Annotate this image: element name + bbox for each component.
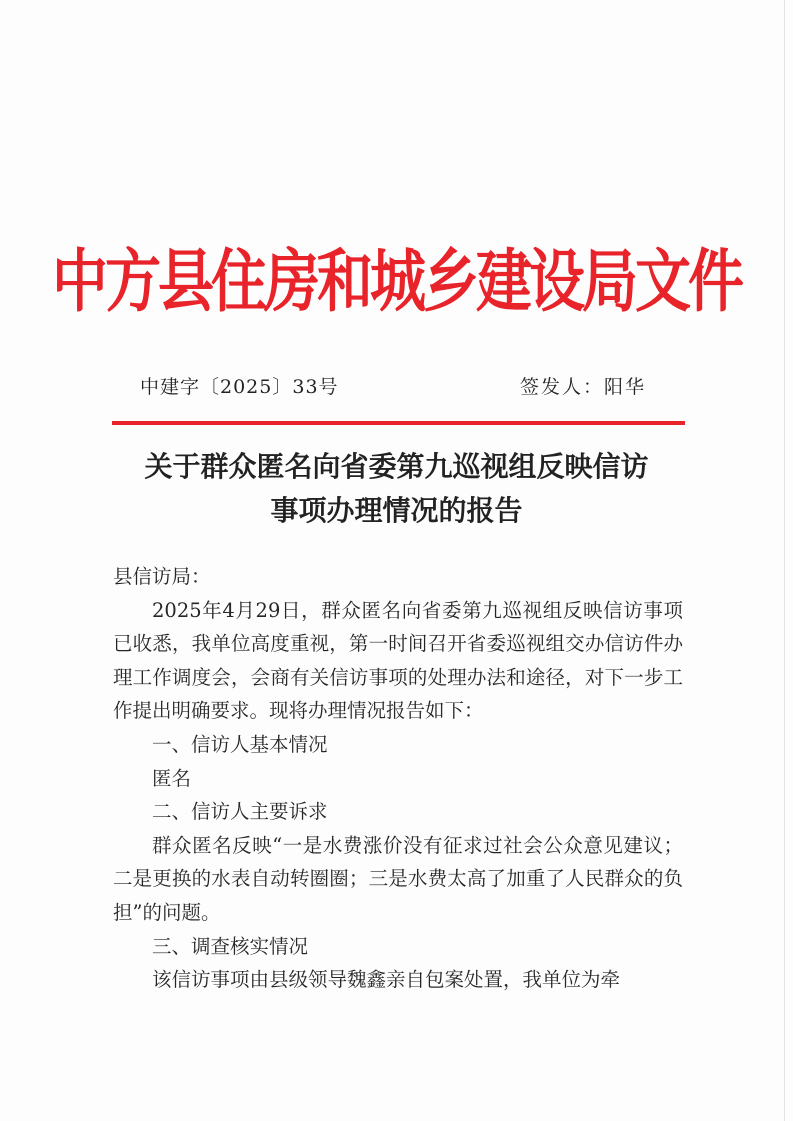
recipient-line: 县信访局： <box>113 565 211 588</box>
page-edge <box>784 0 785 1121</box>
report-title <box>0 445 793 533</box>
section-text-basic-info: 匿名 <box>152 766 192 790</box>
section-text-main-demands: 群众匿名反映“一是水费涨价没有征求过社会公众意见建议；二是更换的水表自动转圈圈；三是水费太高了加重了人民群众的负担”的问题。 <box>113 833 683 924</box>
document-header-title: 中方县住房和城乡建设局文件 <box>52 242 741 322</box>
document-body <box>113 560 683 997</box>
red-divider <box>112 421 685 425</box>
document-number: 中建字〔2025〕33号 <box>140 376 339 398</box>
section-heading-investigation: 三、调查核实情况 <box>152 934 309 958</box>
issuer-signature: 签发人：阳华 <box>520 376 647 398</box>
intro-paragraph: 2025年4月29日，群众匿名向省委第九巡视组反映信访事项已收悉，我单位高度重视，第一时间召开省委巡视组交办信访件办理工作调度会，会商有关信访事项的处理办法和途径，对下一步工作提出明确要求。现将办理情况报告如下： <box>113 598 683 723</box>
section-heading-basic-info: 一、信访人基本情况 <box>152 732 328 756</box>
report-title-line-1: 关于群众匿名向省委第九巡视组反映信访 <box>144 450 649 483</box>
section-heading-main-demands: 二、信访人主要诉求 <box>152 800 328 824</box>
section-text-investigation: 该信访事项由县级领导魏鑫亲自包案处置，我单位为牵 <box>152 968 621 992</box>
report-title-line-2: 事项办理情况的报告 <box>270 494 523 527</box>
